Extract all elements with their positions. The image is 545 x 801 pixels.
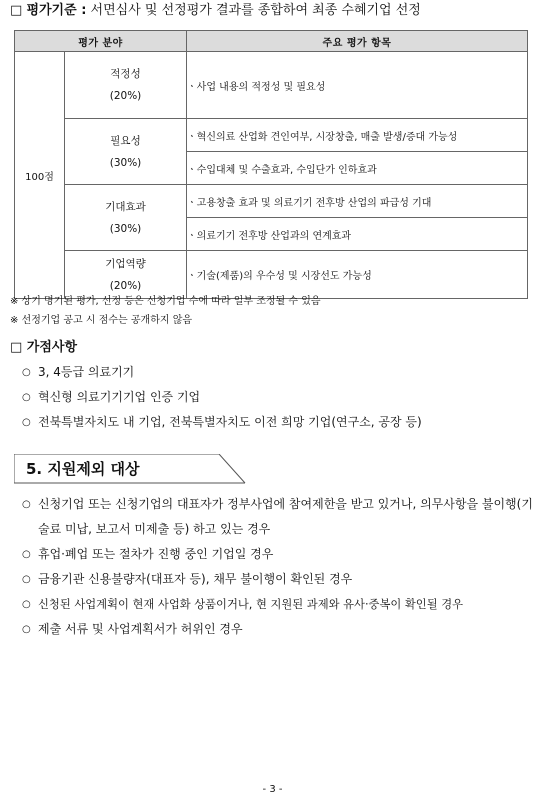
list-item-text: 신청기업 또는 신청기업의 대표자가 정부사업에 참여제한을 받고 있거나, 의무사항을 불이행(기술료 미납, 보고서 미제출 등) 하고 있는 경우 (38, 497, 533, 536)
circle-bullet-icon: ○ (22, 574, 31, 585)
criteria-title-bold: 평가기준 : (26, 3, 87, 18)
bonus-heading: □ 가점사항 (10, 340, 78, 355)
category-weight: (20%) (109, 279, 142, 292)
category-name: 필요성 (110, 134, 141, 147)
circle-bullet-icon: ○ (22, 392, 31, 403)
list-item (22, 385, 422, 410)
list-item (22, 542, 543, 567)
table-row (15, 119, 528, 152)
category-name: 적정성 (110, 68, 141, 80)
circle-bullet-icon: ○ (22, 417, 31, 428)
table-header-row (15, 31, 528, 52)
category-cell (65, 185, 187, 251)
category-cell (65, 52, 187, 119)
list-item-text: 전북특별자치도 내 기업, 전북특별자치도 이전 희망 기업(연구소, 공장 등) (38, 415, 422, 429)
item-cell: ㆍ고용창출 효과 및 의료기기 전후방 산업의 파급성 기대 (187, 185, 528, 218)
circle-bullet-icon: ○ (22, 549, 31, 560)
header-items: 주요 평가 항목 (187, 31, 528, 52)
bonus-list (22, 360, 422, 435)
criteria-heading (10, 2, 421, 20)
notes-block (10, 292, 321, 330)
category-name: 기대효과 (105, 200, 146, 213)
category-name: 기업역량 (105, 257, 146, 270)
section-title: 5. 지원제외 대상 (26, 460, 140, 478)
section-heading-box (14, 454, 246, 484)
category-weight: (30%) (109, 156, 142, 169)
note-line: ※ 상기 명기된 평가, 선정 등은 신청기업 수에 따라 일부 조정될 수 있음 (10, 296, 321, 307)
list-item (22, 360, 422, 385)
category-weight: (30%) (109, 222, 142, 235)
list-item (22, 492, 543, 542)
evaluation-table (14, 30, 528, 299)
exclusion-list (22, 492, 543, 642)
header-category: 평가 분야 (15, 31, 187, 52)
circle-bullet-icon: ○ (22, 367, 31, 378)
list-item-text: 금융기관 신용불량자(대표자 등), 채무 불이행이 확인된 경우 (38, 572, 353, 586)
item-cell: ㆍ의료기기 전후방 산업과의 연계효과 (187, 218, 528, 251)
item-cell: ㆍ사업 내용의 적정성 및 필요성 (187, 52, 528, 119)
category-weight: (20%) (109, 90, 142, 102)
circle-bullet-icon: ○ (22, 499, 31, 510)
list-item (22, 410, 422, 435)
item-cell: ㆍ기술(제품)의 우수성 및 시장선도 가능성 (187, 251, 528, 299)
criteria-title-text: 서면심사 및 선정평가 결과를 종합하여 최종 수혜기업 선정 (90, 3, 421, 18)
circle-bullet-icon: ○ (22, 599, 31, 610)
total-score: 100점 (15, 52, 65, 299)
table-row (15, 52, 528, 119)
list-item (22, 592, 543, 617)
square-marker: □ (10, 3, 23, 18)
item-cell: ㆍ수입대체 및 수출효과, 수입단가 인하효과 (187, 152, 528, 185)
page-number: - 3 - (262, 784, 283, 795)
list-item-text: 혁신형 의료기기기업 인증 기업 (38, 390, 201, 404)
list-item-text: 신청된 사업계획이 현재 사업화 상품이거나, 현 지원된 과제와 유사·중복이 확인될 경우 (38, 598, 464, 611)
list-item-text: 휴업·폐업 또는 절차가 진행 중인 기업일 경우 (38, 547, 274, 561)
item-cell: ㆍ혁신의료 산업화 견인여부, 시장창출, 매출 발생/증대 가능성 (187, 119, 528, 152)
list-item-text: 3, 4등급 의료기기 (38, 365, 135, 379)
list-item (22, 617, 543, 642)
category-cell (65, 119, 187, 185)
table-row (15, 185, 528, 218)
note-line: ※ 선정기업 공고 시 점수는 공개하지 않음 (10, 315, 193, 326)
list-item-text: 제출 서류 및 사업계획서가 허위인 경우 (38, 622, 243, 636)
list-item (22, 567, 543, 592)
circle-bullet-icon: ○ (22, 624, 31, 635)
